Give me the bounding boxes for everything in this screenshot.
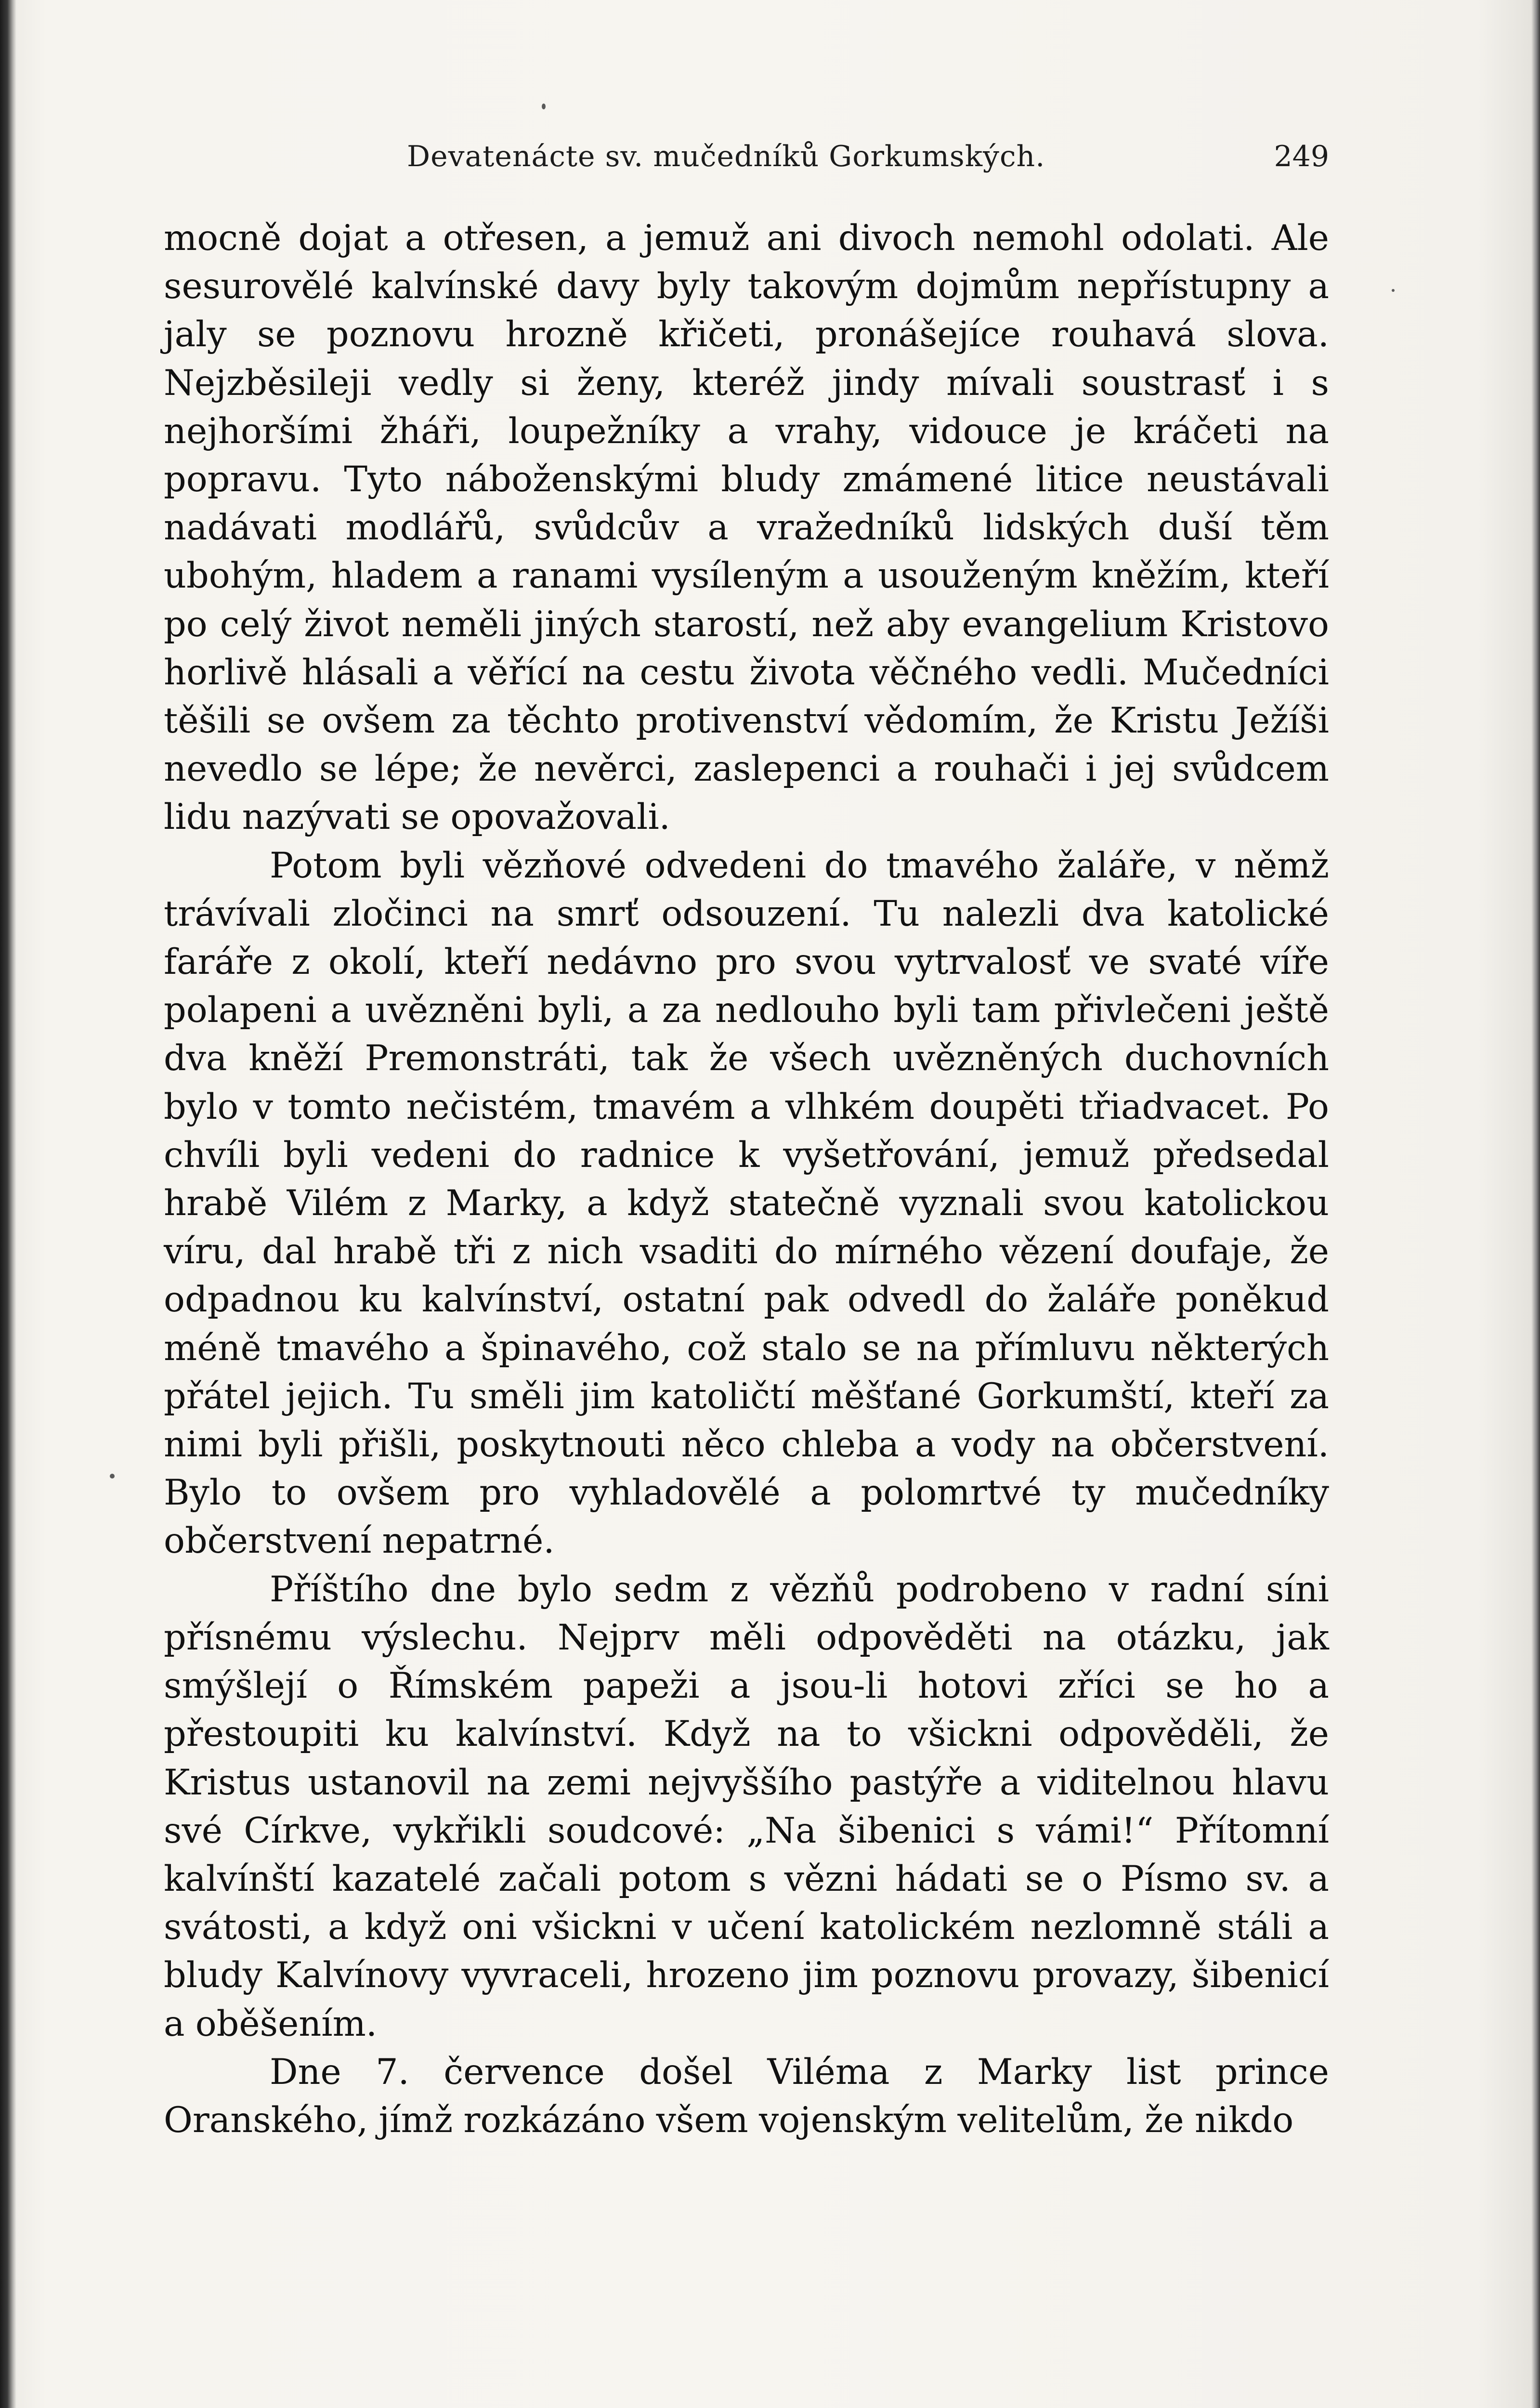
page-header [164,140,1329,183]
paragraph: Příštího dne bylo sedm z vězňů podrobeno v radní síni přísnému výslechu. Nejprv měli odpověděti na otázku, jak smýšlejí o Římském papeži a jsou-li hotovi zříci se ho a přestoupiti ku kalvínství. Když na to všickni odpověděli, že Kristus ustanovil na zemi nejvyššího pastýře a viditelnou hlavu své Církve, vykřikli soudcové: „Na šibenici s vámi!“ Přítomní kalvínští kazatelé začali potom s vězni hádati se o Písmo sv. a svátosti, a když oni všickni v učení katolickém nezlomně stáli a bludy Kalvínovy vyvraceli, hrozeno jim poznovu provazy, šibenicí a oběšením. [164,1569,1329,2044]
page-edge [1531,0,1540,2408]
page-number: 249 [1274,140,1329,173]
spine-shadow [0,0,16,2408]
running-head: Devatenácte sv. mučedníků Gorkumských. [407,140,1045,173]
paragraph: mocně dojat a otřesen, a jemuž ani divoch nemohl odolati. Ale sesurovělé kalvínské davy byly takovým dojmům nepřístupny a jaly se poznovu hrozně křičeti, pronášejíce rouhavá slova. Nejzběsileji vedly si ženy, kteréž jindy mívali soustrasť i s nejhoršími žháři, loupežníky a vrahy, vidouce je kráčeti na popravu. Tyto náboženskými bludy zmámené litice neustávali nadávati modlářů, svůdcův a vražedníků lidských duší těm ubohým, hladem a ranami vysíleným a usouženým kněžím, kteří po celý život neměli jiných starostí, než aby evangelium Kristovo horlivě hlásali a věřící na cestu života věčného vedli. Mučedníci těšili se ovšem za těchto protivenství vědomím, že Kristu Ježíši nevedlo se lépe; že nevěrci, zaslepenci a rouhači i jej svůdcem lidu nazývati se opovažovali. [164,218,1329,838]
paper-speck [110,1474,115,1479]
body-text [164,214,1329,2145]
paragraph: Potom byli vězňové odvedeni do tmavého žaláře, v němž trávívali zločinci na smrť odsouzení. Tu nalezli dva katolické faráře z okolí, kteří nedávno pro svou vytrvalosť ve svaté víře polapeni a uvězněni byli, a za nedlouho byli tam přivlečeni ještě dva kněží Premonstráti, tak že všech uvězněných duchovních bylo v tomto nečistém, tmavém a vlhkém doupěti třiadvacet. Po chvíli byli vedeni do radnice k vyšetřování, jemuž předsedal hrabě Vilém z Marky, a když statečně vyznali svou katolickou víru, dal hrabě tři z nich vsaditi do mírného vězení doufaje, že odpadnou ku kalvínství, ostatní pak odvedl do žaláře poněkud méně tmavého a špinavého, což stalo se na přímluvu některých přátel jejich. Tu směli jim katoličtí měšťané Gorkumští, kteří za nimi byli přišli, poskytnouti něco chleba a vody na občerstvení. Bylo to ovšem pro vyhladovělé a polomrtvé ty mučedníky občerstvení nepatrné. [164,845,1329,1562]
paper-speck [1392,289,1395,292]
paragraph: Dne 7. července došel Viléma z Marky list prince Oranského, jímž rozkázáno všem vojenským velitelům, že nikdo [164,2051,1329,2141]
paper-speck [542,104,546,109]
